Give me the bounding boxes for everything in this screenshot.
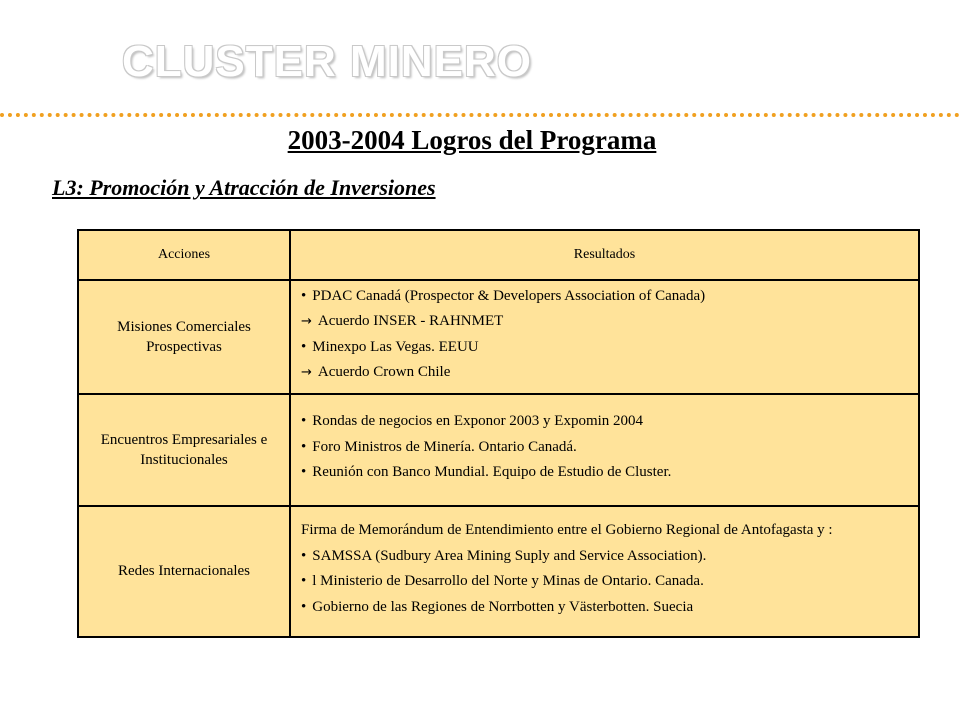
list-item — [301, 463, 904, 483]
bullet-icon: • — [301, 438, 307, 455]
list-item-text: Rondas de negocios en Exponor 2003 y Expomin 2004 — [312, 413, 644, 430]
header-acciones: Acciones — [78, 230, 290, 280]
list-item — [301, 598, 904, 618]
bullet-icon: • — [301, 598, 307, 615]
list-item — [301, 412, 904, 432]
list-item-text: Reunión con Banco Mundial. Equipo de Estudio de Cluster. — [312, 464, 672, 481]
table-header-row — [78, 230, 919, 280]
accion-cell: Misiones Comerciales Prospectivas — [78, 280, 290, 394]
list-item — [301, 572, 904, 592]
resultados-cell — [290, 506, 919, 637]
cluster-minero-logo: CLUSTER MINERO — [122, 37, 532, 86]
list-item-text: Minexpo Las Vegas. EEUU — [312, 338, 479, 355]
section-subtitle: L3: Promoción y Atracción de Inversiones — [52, 175, 436, 200]
bullet-icon: • — [301, 464, 307, 481]
results-table — [77, 229, 920, 638]
list-item-text: Foro Ministros de Minería. Ontario Canadá. — [312, 438, 577, 455]
list-item-text: l Ministerio de Desarrollo del Norte y Minas de Ontario. Canada. — [312, 573, 704, 589]
resultados-cell — [290, 394, 919, 506]
list-item-text: Acuerdo Crown Chile — [317, 364, 451, 380]
list-item-text: SAMSSA (Sudbury Area Mining Suply and Service Association). — [312, 547, 707, 564]
accion-cell: Redes Internacionales — [78, 506, 290, 637]
list-item — [301, 338, 904, 358]
list-item — [301, 363, 904, 383]
list-item — [301, 438, 904, 458]
list-item — [301, 312, 904, 332]
bullet-icon: • — [301, 573, 307, 589]
dotted-divider — [0, 113, 960, 117]
memorandum-intro: Firma de Memorándum de Entendimiento entre el Gobierno Regional de Antofagasta y : — [301, 522, 833, 538]
resultados-cell — [290, 280, 919, 394]
table-row — [78, 280, 919, 394]
list-item-text: Gobierno de las Regiones de Norrbotten y Västerbotten. Suecia — [312, 598, 694, 615]
page-title: 2003-2004 Logros del Programa — [287, 125, 657, 155]
bullet-icon: • — [301, 338, 307, 355]
list-item — [301, 287, 904, 307]
bullet-icon: • — [301, 413, 307, 430]
bullet-icon: • — [301, 287, 307, 304]
table-row — [78, 394, 919, 506]
list-item-text: Acuerdo INSER - RAHNMET — [317, 313, 504, 329]
table-row — [78, 506, 919, 637]
list-item — [301, 547, 904, 567]
arrow-right-icon: → — [301, 365, 312, 380]
header-resultados: Resultados — [290, 230, 919, 280]
bullet-icon: • — [301, 547, 307, 564]
list-item-text: PDAC Canadá (Prospector & Developers Association of Canada) — [312, 287, 706, 304]
accion-cell: Encuentros Empresariales e Institucionales — [78, 394, 290, 506]
arrow-right-icon: → — [301, 314, 312, 329]
